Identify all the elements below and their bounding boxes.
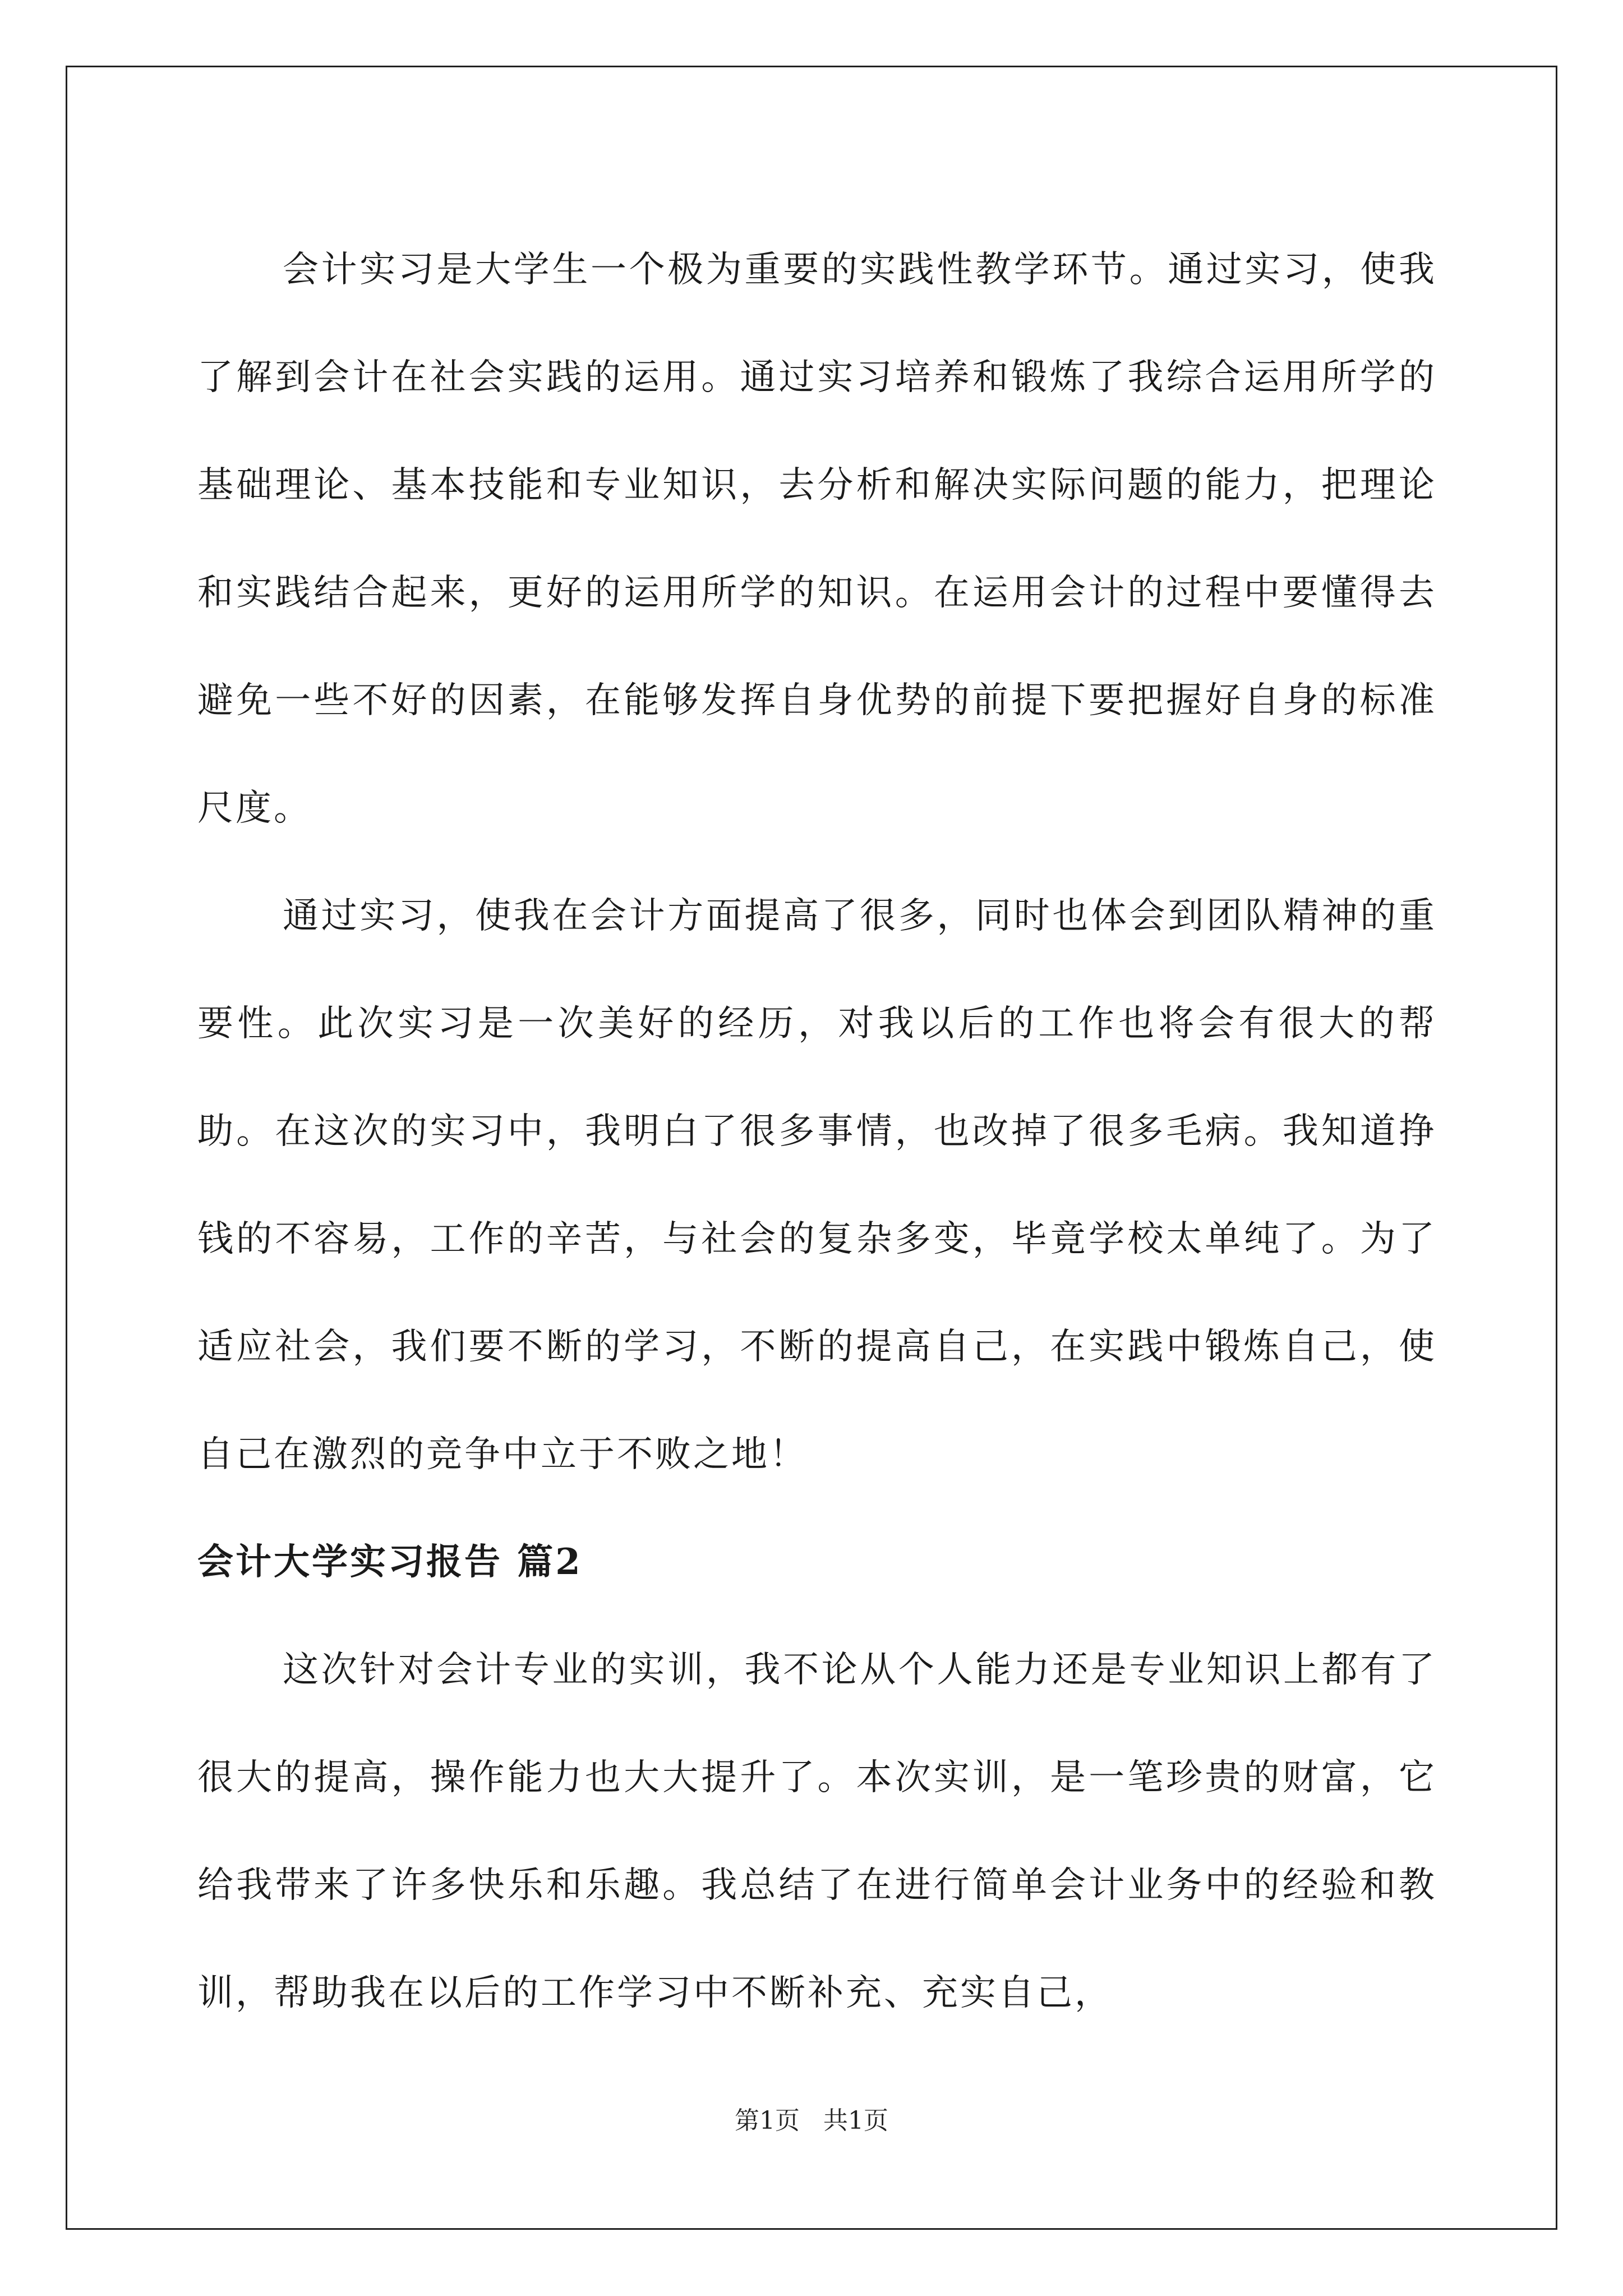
section-heading: 会计大学实习报告 篇2 — [197, 1541, 583, 1583]
paragraph-2: 通过实习，使我在会计方面提高了很多，同时也体会到团队精神的重要性。此次实习是一次美好的经历，对我以后的工作也将会有很大的帮助。在这次的实习中，我明白了很多事情，也改掉了很多毛病。我知道挣钱的不容易，工作的辛苦，与社会的复杂多变，毕竟学校太单纯了。为了适应社会，我们要不断的学习，不断的提高自己，在实践中锻炼自己，使自己在激烈的竞争中立于不败之地！ — [197, 895, 1437, 1475]
page-footer — [0, 2100, 1623, 2136]
section-paragraph: 这次针对会计专业的实训，我不论从个人能力还是专业知识上都有了很大的提高，操作能力也大大提升了。本次实训，是一笔珍贵的财富，它给我带来了许多快乐和乐趣。我总结了在进行简单会计业务中的经验和教训，帮助我在以后的工作学习中不断补充、充实自己， — [197, 1649, 1437, 2014]
document-body — [197, 216, 1437, 2047]
page-number: 第1页 — [735, 2106, 800, 2135]
paragraph-1: 会计实习是大学生一个极为重要的实践性教学环节。通过实习，使我了解到会计在社会实践的运用。通过实习培养和锻炼了我综合运用所学的基础理论、基本技能和专业知识，去分析和解决实际问题的能力，把理论和实践结合起来，更好的运用所学的知识。在运用会计的过程中要懂得去避免一些不好的因素，在能够发挥自身优势的前提下要把握好自身的标准尺度。 — [197, 249, 1437, 829]
page-total: 共1页 — [823, 2106, 888, 2135]
